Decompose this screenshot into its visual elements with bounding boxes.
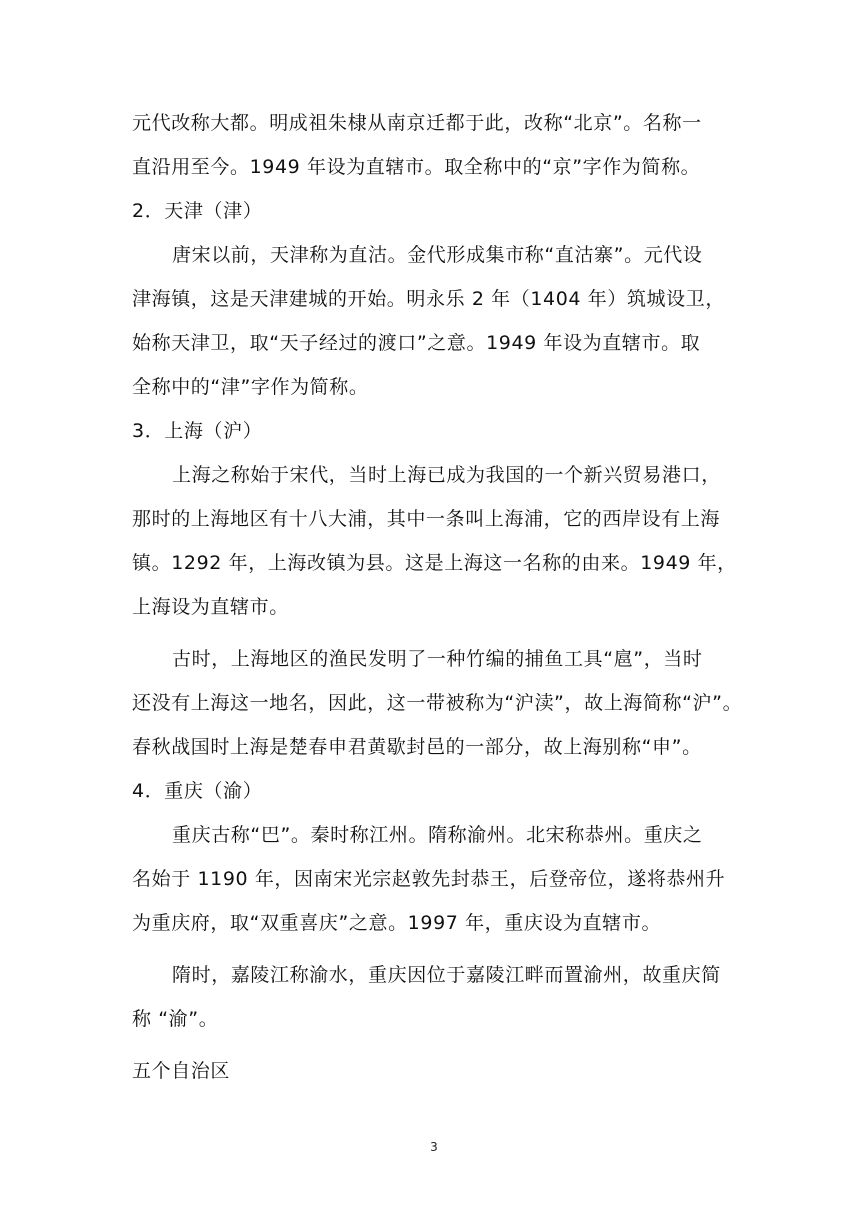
text-line: 始称天津卫，取“天子经过的渡口”之意。1949 年设为直辖市。取	[132, 332, 701, 354]
text-line: 春秋战国时上海是楚春申君黄歇封邑的一部分，故上海别称“申”。	[132, 736, 702, 758]
text-line: 称 “渝”。	[132, 1008, 219, 1030]
text-line: 那时的上海地区有十八大浦，其中一条叫上海浦，它的西岸设有上海	[132, 508, 721, 530]
section-heading-autonomous-regions: 五个自治区	[132, 1060, 231, 1082]
page-number: 3	[430, 1140, 438, 1154]
text-line: 还没有上海这一地名，因此，这一带被称为“沪渎”，故上海简称“沪”。	[132, 692, 743, 714]
text-line: 古时，上海地区的渔民发明了一种竹编的捕鱼工具“扈”，当时	[172, 648, 703, 670]
section-heading-tianjin: 2．天津（津）	[132, 200, 263, 222]
text-line: 唐宋以前，天津称为直沽。金代形成集市称“直沽寨”。元代设	[172, 244, 703, 266]
text-line: 元代改称大都。明成祖朱棣从南京迁都于此，改称“北京”。名称一	[132, 112, 702, 134]
section-heading-shanghai: 3．上海（沪）	[132, 420, 263, 442]
text-line: 上海之称始于宋代，当时上海已成为我国的一个新兴贸易港口，	[172, 464, 721, 486]
text-line: 名始于 1190 年，因南宋光宗赵敦先封恭王，后登帝位，遂将恭州升	[132, 868, 726, 890]
text-line: 津海镇，这是天津建城的开始。明永乐 2 年（1404 年）筑城设卫，	[132, 288, 725, 310]
section-heading-chongqing: 4．重庆（渝）	[132, 780, 263, 802]
text-line: 隋时，嘉陵江称渝水，重庆因位于嘉陵江畔而置渝州，故重庆简	[172, 964, 721, 986]
text-line: 直沿用至今。1949 年设为直辖市。取全称中的“京”字作为简称。	[132, 156, 701, 178]
text-line: 重庆古称“巴”。秦时称江州。隋称渝州。北宋称恭州。重庆之	[172, 824, 703, 846]
text-line: 上海设为直辖市。	[132, 596, 289, 618]
text-line: 为重庆府，取“双重喜庆”之意。1997 年，重庆设为直辖市。	[132, 912, 662, 934]
text-line: 镇。1292 年，上海改镇为县。这是上海这一名称的由来。1949 年，	[132, 552, 737, 574]
text-line: 全称中的“津”字作为简称。	[132, 376, 369, 398]
page-body	[132, 112, 742, 1104]
